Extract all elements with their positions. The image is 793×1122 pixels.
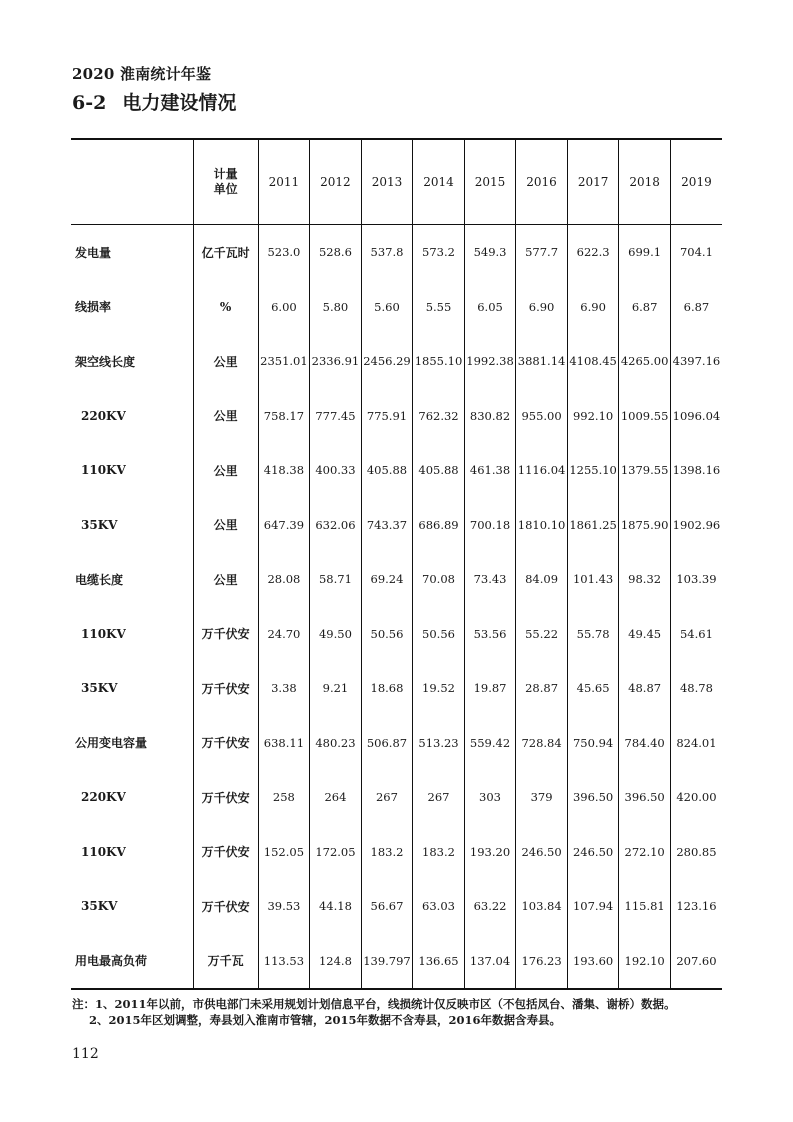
table-cell: 396.50 <box>619 770 671 825</box>
row-label: 110KV <box>81 844 126 859</box>
row-label: 110KV <box>81 463 126 478</box>
year-header: 2014 <box>413 139 465 225</box>
row-label: 35KV <box>81 899 118 914</box>
table-cell: 1116.04 <box>516 443 568 498</box>
table-row <box>71 443 722 498</box>
table-cell: 50.56 <box>413 607 465 662</box>
table-cell: 1810.10 <box>516 498 568 553</box>
table-body <box>71 225 722 990</box>
table-cell: 728.84 <box>516 716 568 771</box>
table-cell: 824.01 <box>670 716 722 771</box>
table-cell: 69.24 <box>361 552 413 607</box>
table-cell: 513.23 <box>413 716 465 771</box>
row-unit: 公里 <box>193 443 258 498</box>
table-cell: 137.04 <box>464 934 516 990</box>
table-cell: 267 <box>361 770 413 825</box>
row-label: 用电最高负荷 <box>75 954 148 969</box>
table-cell: 6.05 <box>464 280 516 335</box>
table-cell: 1992.38 <box>464 334 516 389</box>
table-row <box>71 334 722 389</box>
table-cell: 1855.10 <box>413 334 465 389</box>
row-unit: 亿千瓦时 <box>193 225 258 280</box>
table-cell: 396.50 <box>567 770 619 825</box>
table-cell: 4265.00 <box>619 334 671 389</box>
table-cell: 647.39 <box>258 498 310 553</box>
table-cell: 55.78 <box>567 607 619 662</box>
table-cell: 193.20 <box>464 825 516 880</box>
table-cell: 103.39 <box>670 552 722 607</box>
table-cell: 2456.29 <box>361 334 413 389</box>
table-cell: 1009.55 <box>619 389 671 444</box>
table-row <box>71 389 722 444</box>
year-header: 2018 <box>619 139 671 225</box>
unit-header <box>193 139 258 225</box>
table-cell: 750.94 <box>567 716 619 771</box>
table-cell: 405.88 <box>413 443 465 498</box>
table-cell: 699.1 <box>619 225 671 280</box>
table-cell: 528.6 <box>310 225 362 280</box>
table-cell: 638.11 <box>258 716 310 771</box>
table-row <box>71 716 722 771</box>
table-row <box>71 498 722 553</box>
table-cell: 1255.10 <box>567 443 619 498</box>
year-header: 2017 <box>567 139 619 225</box>
table-cell: 506.87 <box>361 716 413 771</box>
table-cell: 28.87 <box>516 661 568 716</box>
table-cell: 1902.96 <box>670 498 722 553</box>
table-cell: 9.21 <box>310 661 362 716</box>
table-cell: 777.45 <box>310 389 362 444</box>
table-cell: 152.05 <box>258 825 310 880</box>
table-cell: 418.38 <box>258 443 310 498</box>
table-cell: 5.80 <box>310 280 362 335</box>
table-cell: 258 <box>258 770 310 825</box>
unit-header-line2: 单位 <box>213 182 238 196</box>
table-row <box>71 661 722 716</box>
year-header: 2013 <box>361 139 413 225</box>
footnote-2: 2、2015年区划调整，寿县划入淮南市管辖，2015年数据不含寿县，2016年数据含寿县。 <box>89 1013 562 1027</box>
table-cell: 48.87 <box>619 661 671 716</box>
table-cell: 4108.45 <box>567 334 619 389</box>
year-header: 2012 <box>310 139 362 225</box>
table-cell: 537.8 <box>361 225 413 280</box>
table-cell: 762.32 <box>413 389 465 444</box>
table-cell: 63.03 <box>413 879 465 934</box>
table-cell: 1096.04 <box>670 389 722 444</box>
unit-header-line1: 计量 <box>213 167 238 181</box>
row-label: 220KV <box>81 790 126 805</box>
table-cell: 246.50 <box>516 825 568 880</box>
table-cell: 1379.55 <box>619 443 671 498</box>
table-cell: 303 <box>464 770 516 825</box>
table-cell: 549.3 <box>464 225 516 280</box>
row-label: 35KV <box>81 517 118 532</box>
table-cell: 50.56 <box>361 607 413 662</box>
table-cell: 115.81 <box>619 879 671 934</box>
row-label: 电缆长度 <box>75 572 124 587</box>
section-title-text: 电力建设情况 <box>122 92 237 114</box>
table-cell: 830.82 <box>464 389 516 444</box>
table-cell: 559.42 <box>464 716 516 771</box>
row-label: 35KV <box>81 681 118 696</box>
table-cell: 955.00 <box>516 389 568 444</box>
row-label: 发电量 <box>75 245 112 260</box>
book-title: 2020 淮南统计年鉴 <box>72 65 212 83</box>
power-construction-table-container <box>71 138 722 990</box>
year-header: 2011 <box>258 139 310 225</box>
table-row <box>71 879 722 934</box>
table-cell: 272.10 <box>619 825 671 880</box>
row-unit: 万千伏安 <box>193 607 258 662</box>
table-cell: 49.50 <box>310 607 362 662</box>
table-row <box>71 607 722 662</box>
table-cell: 461.38 <box>464 443 516 498</box>
table-cell: 700.18 <box>464 498 516 553</box>
table-row <box>71 280 722 335</box>
table-cell: 84.09 <box>516 552 568 607</box>
table-cell: 70.08 <box>413 552 465 607</box>
table-cell: 264 <box>310 770 362 825</box>
table-row <box>71 934 722 990</box>
table-cell: 400.33 <box>310 443 362 498</box>
row-label: 公用变电容量 <box>75 736 148 751</box>
table-cell: 480.23 <box>310 716 362 771</box>
table-cell: 379 <box>516 770 568 825</box>
table-cell: 577.7 <box>516 225 568 280</box>
row-unit: 公里 <box>193 389 258 444</box>
table-cell: 58.71 <box>310 552 362 607</box>
table-cell: 573.2 <box>413 225 465 280</box>
table-cell: 992.10 <box>567 389 619 444</box>
table-cell: 19.87 <box>464 661 516 716</box>
table-cell: 103.84 <box>516 879 568 934</box>
table-cell: 207.60 <box>670 934 722 990</box>
row-unit: 公里 <box>193 552 258 607</box>
year-header: 2016 <box>516 139 568 225</box>
table-cell: 6.90 <box>567 280 619 335</box>
table-cell: 704.1 <box>670 225 722 280</box>
table-cell: 176.23 <box>516 934 568 990</box>
table-cell: 686.89 <box>413 498 465 553</box>
table-row <box>71 552 722 607</box>
table-cell: 101.43 <box>567 552 619 607</box>
row-unit: 万千伏安 <box>193 716 258 771</box>
row-unit: 万千伏安 <box>193 825 258 880</box>
table-cell: 6.00 <box>258 280 310 335</box>
row-unit: 万千伏安 <box>193 879 258 934</box>
table-cell: 3.38 <box>258 661 310 716</box>
table-cell: 54.61 <box>670 607 722 662</box>
table-cell: 123.16 <box>670 879 722 934</box>
table-cell: 18.68 <box>361 661 413 716</box>
table-cell: 73.43 <box>464 552 516 607</box>
table-cell: 6.87 <box>670 280 722 335</box>
table-cell: 2351.01 <box>258 334 310 389</box>
row-unit: 万千瓦 <box>193 934 258 990</box>
row-unit: 公里 <box>193 498 258 553</box>
table-cell: 28.08 <box>258 552 310 607</box>
table-cell: 55.22 <box>516 607 568 662</box>
row-unit: 公里 <box>193 334 258 389</box>
row-unit: 万千伏安 <box>193 770 258 825</box>
table-cell: 19.52 <box>413 661 465 716</box>
table-cell: 56.67 <box>361 879 413 934</box>
table-cell: 784.40 <box>619 716 671 771</box>
section-title <box>72 88 236 115</box>
table-cell: 49.45 <box>619 607 671 662</box>
table-cell: 183.2 <box>361 825 413 880</box>
table-cell: 6.87 <box>619 280 671 335</box>
table-cell: 45.65 <box>567 661 619 716</box>
table-cell: 405.88 <box>361 443 413 498</box>
table-cell: 4397.16 <box>670 334 722 389</box>
table-cell: 98.32 <box>619 552 671 607</box>
table-cell: 48.78 <box>670 661 722 716</box>
table-cell: 758.17 <box>258 389 310 444</box>
item-header <box>71 139 193 225</box>
table-cell: 6.90 <box>516 280 568 335</box>
table-cell: 172.05 <box>310 825 362 880</box>
table-cell: 523.0 <box>258 225 310 280</box>
table-cell: 3881.14 <box>516 334 568 389</box>
row-label: 线损率 <box>75 300 112 315</box>
table-cell: 183.2 <box>413 825 465 880</box>
table-cell: 2336.91 <box>310 334 362 389</box>
table-cell: 193.60 <box>567 934 619 990</box>
table-cell: 192.10 <box>619 934 671 990</box>
table-cell: 632.06 <box>310 498 362 553</box>
table-cell: 280.85 <box>670 825 722 880</box>
table-header-row <box>71 139 722 225</box>
table-cell: 136.65 <box>413 934 465 990</box>
table-cell: 267 <box>413 770 465 825</box>
footnotes <box>72 996 676 1028</box>
table-cell: 113.53 <box>258 934 310 990</box>
table-cell: 63.22 <box>464 879 516 934</box>
table-cell: 622.3 <box>567 225 619 280</box>
row-label: 架空线长度 <box>75 354 136 369</box>
row-label: 220KV <box>81 408 126 423</box>
row-label: 110KV <box>81 626 126 641</box>
table-cell: 139.797 <box>361 934 413 990</box>
table-cell: 420.00 <box>670 770 722 825</box>
table-cell: 5.55 <box>413 280 465 335</box>
table-cell: 39.53 <box>258 879 310 934</box>
year-header: 2015 <box>464 139 516 225</box>
table-cell: 775.91 <box>361 389 413 444</box>
table-cell: 5.60 <box>361 280 413 335</box>
table-cell: 743.37 <box>361 498 413 553</box>
year-header: 2019 <box>670 139 722 225</box>
table-cell: 44.18 <box>310 879 362 934</box>
table-cell: 124.8 <box>310 934 362 990</box>
table-row <box>71 825 722 880</box>
table-cell: 1875.90 <box>619 498 671 553</box>
table-cell: 1398.16 <box>670 443 722 498</box>
table-cell: 53.56 <box>464 607 516 662</box>
section-number: 6-2 <box>72 92 107 114</box>
table-cell: 24.70 <box>258 607 310 662</box>
footnote-1: 注：1、2011年以前，市供电部门未采用规划计划信息平台，线损统计仅反映市区（不包括凤台、潘集、谢桥）数据。 <box>72 997 676 1011</box>
table-row <box>71 225 722 280</box>
row-unit: 万千伏安 <box>193 661 258 716</box>
table-cell: 246.50 <box>567 825 619 880</box>
page-number: 112 <box>72 1046 99 1062</box>
table-cell: 1861.25 <box>567 498 619 553</box>
table-cell: 107.94 <box>567 879 619 934</box>
table-row <box>71 770 722 825</box>
row-unit: % <box>193 280 258 335</box>
power-construction-table <box>71 138 722 990</box>
